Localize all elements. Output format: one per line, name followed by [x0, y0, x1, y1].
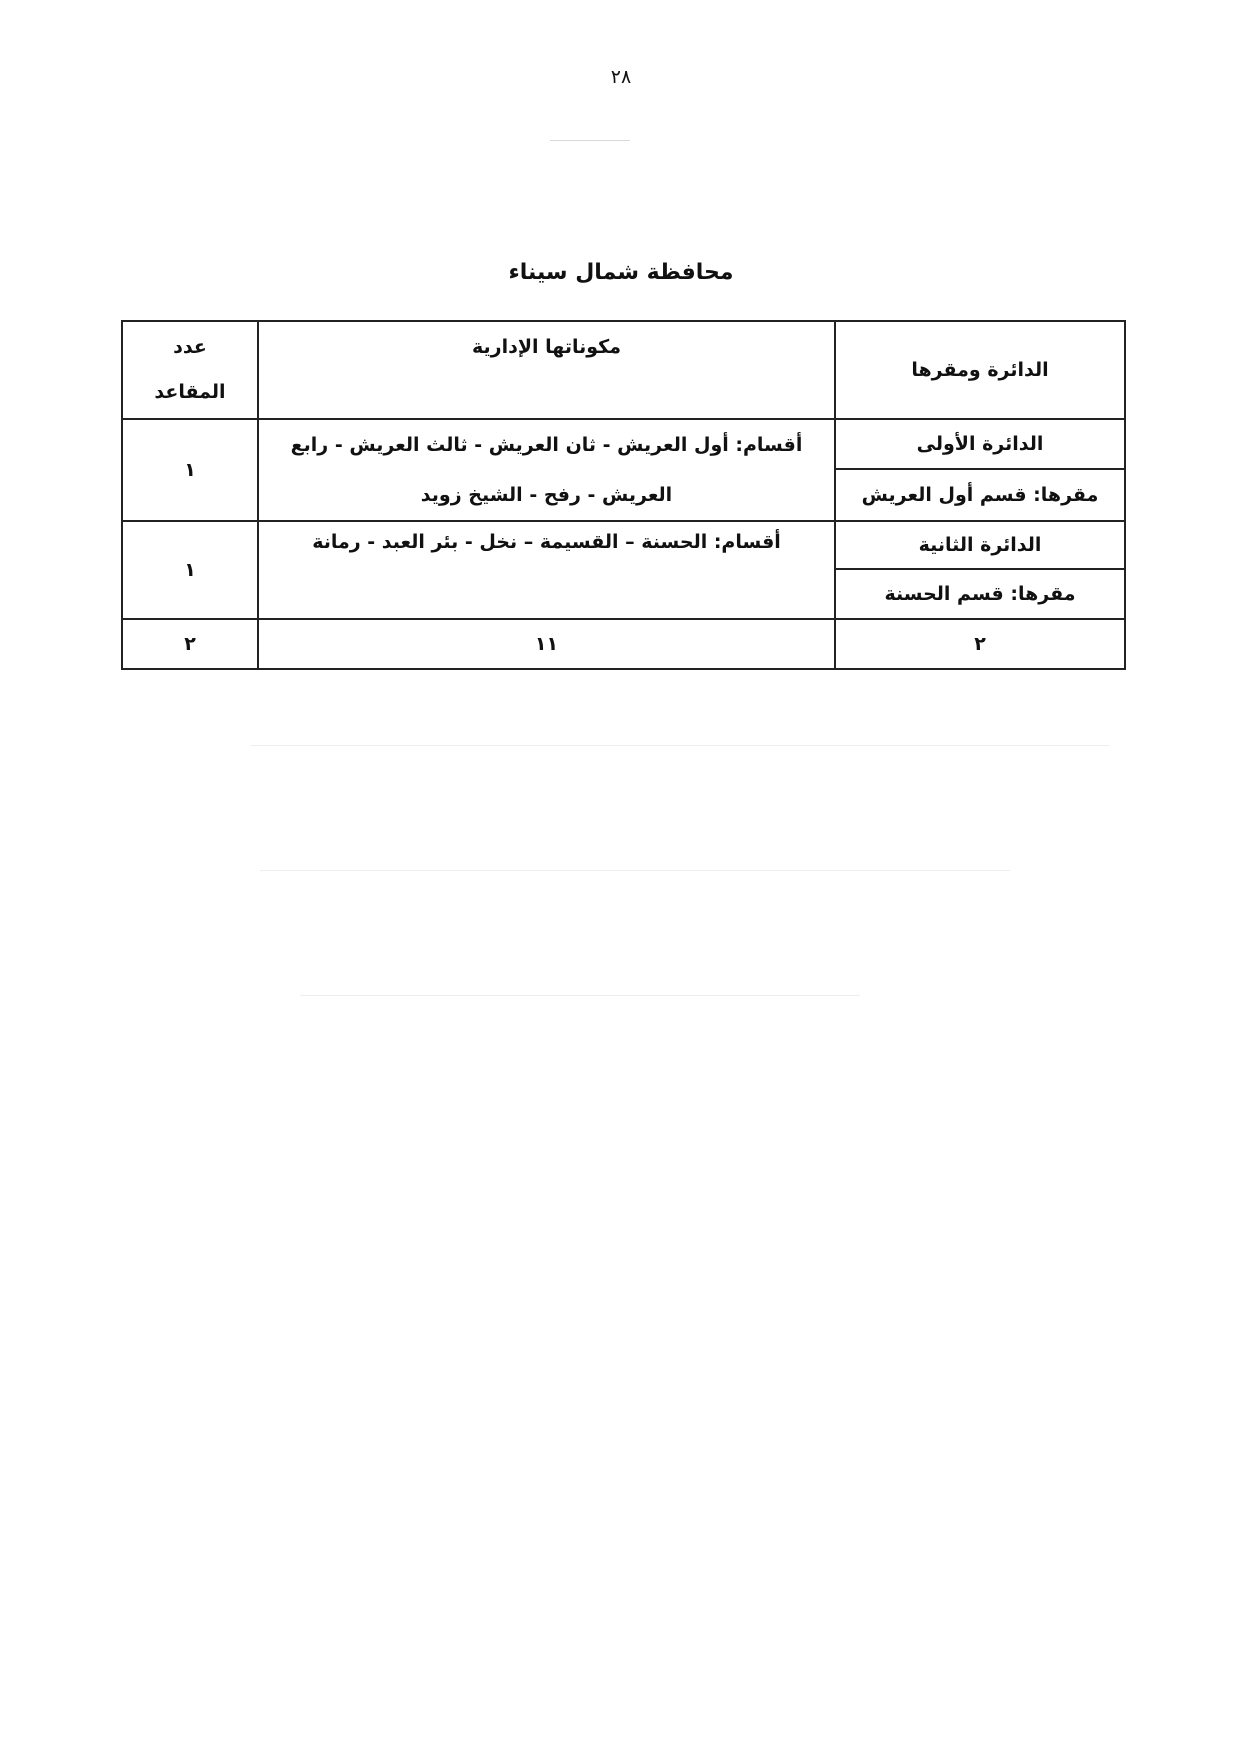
district-seats: ١ [122, 521, 258, 619]
table-header-row [122, 321, 1125, 419]
totals-row [122, 619, 1125, 669]
districts-table [121, 320, 1126, 670]
page-title: محافظة شمال سيناء [508, 260, 734, 285]
header-seats-line1: عدد [173, 336, 207, 358]
header-components: مكوناتها الإدارية [258, 321, 835, 419]
table-row [122, 419, 1125, 469]
header-district: الدائرة ومقرها [835, 321, 1125, 419]
header-seats [122, 321, 258, 419]
total-seats: ٢ [122, 619, 258, 669]
scan-artifact [550, 140, 630, 141]
page-number: ٢٨ [610, 66, 632, 88]
total-districts: ٢ [835, 619, 1125, 669]
district-seat: مقرها: قسم أول العريش [835, 469, 1125, 521]
district-seats: ١ [122, 419, 258, 521]
scan-artifact [300, 995, 860, 996]
scan-artifact [260, 870, 1010, 871]
district-name: الدائرة الثانية [835, 521, 1125, 569]
district-components: أقسام: الحسنة – القسيمة – نخل - بئر العبد - رمانة [258, 521, 835, 619]
table-row [122, 521, 1125, 569]
district-name: الدائرة الأولى [835, 419, 1125, 469]
district-components: أقسام: أول العريش - ثان العريش - ثالث العريش - رابع العريش - رفح - الشيخ زويد [258, 419, 835, 521]
header-seats-line2: المقاعد [154, 381, 226, 403]
scan-artifact [250, 745, 1110, 746]
total-components: ١١ [258, 619, 835, 669]
district-seat: مقرها: قسم الحسنة [835, 569, 1125, 619]
